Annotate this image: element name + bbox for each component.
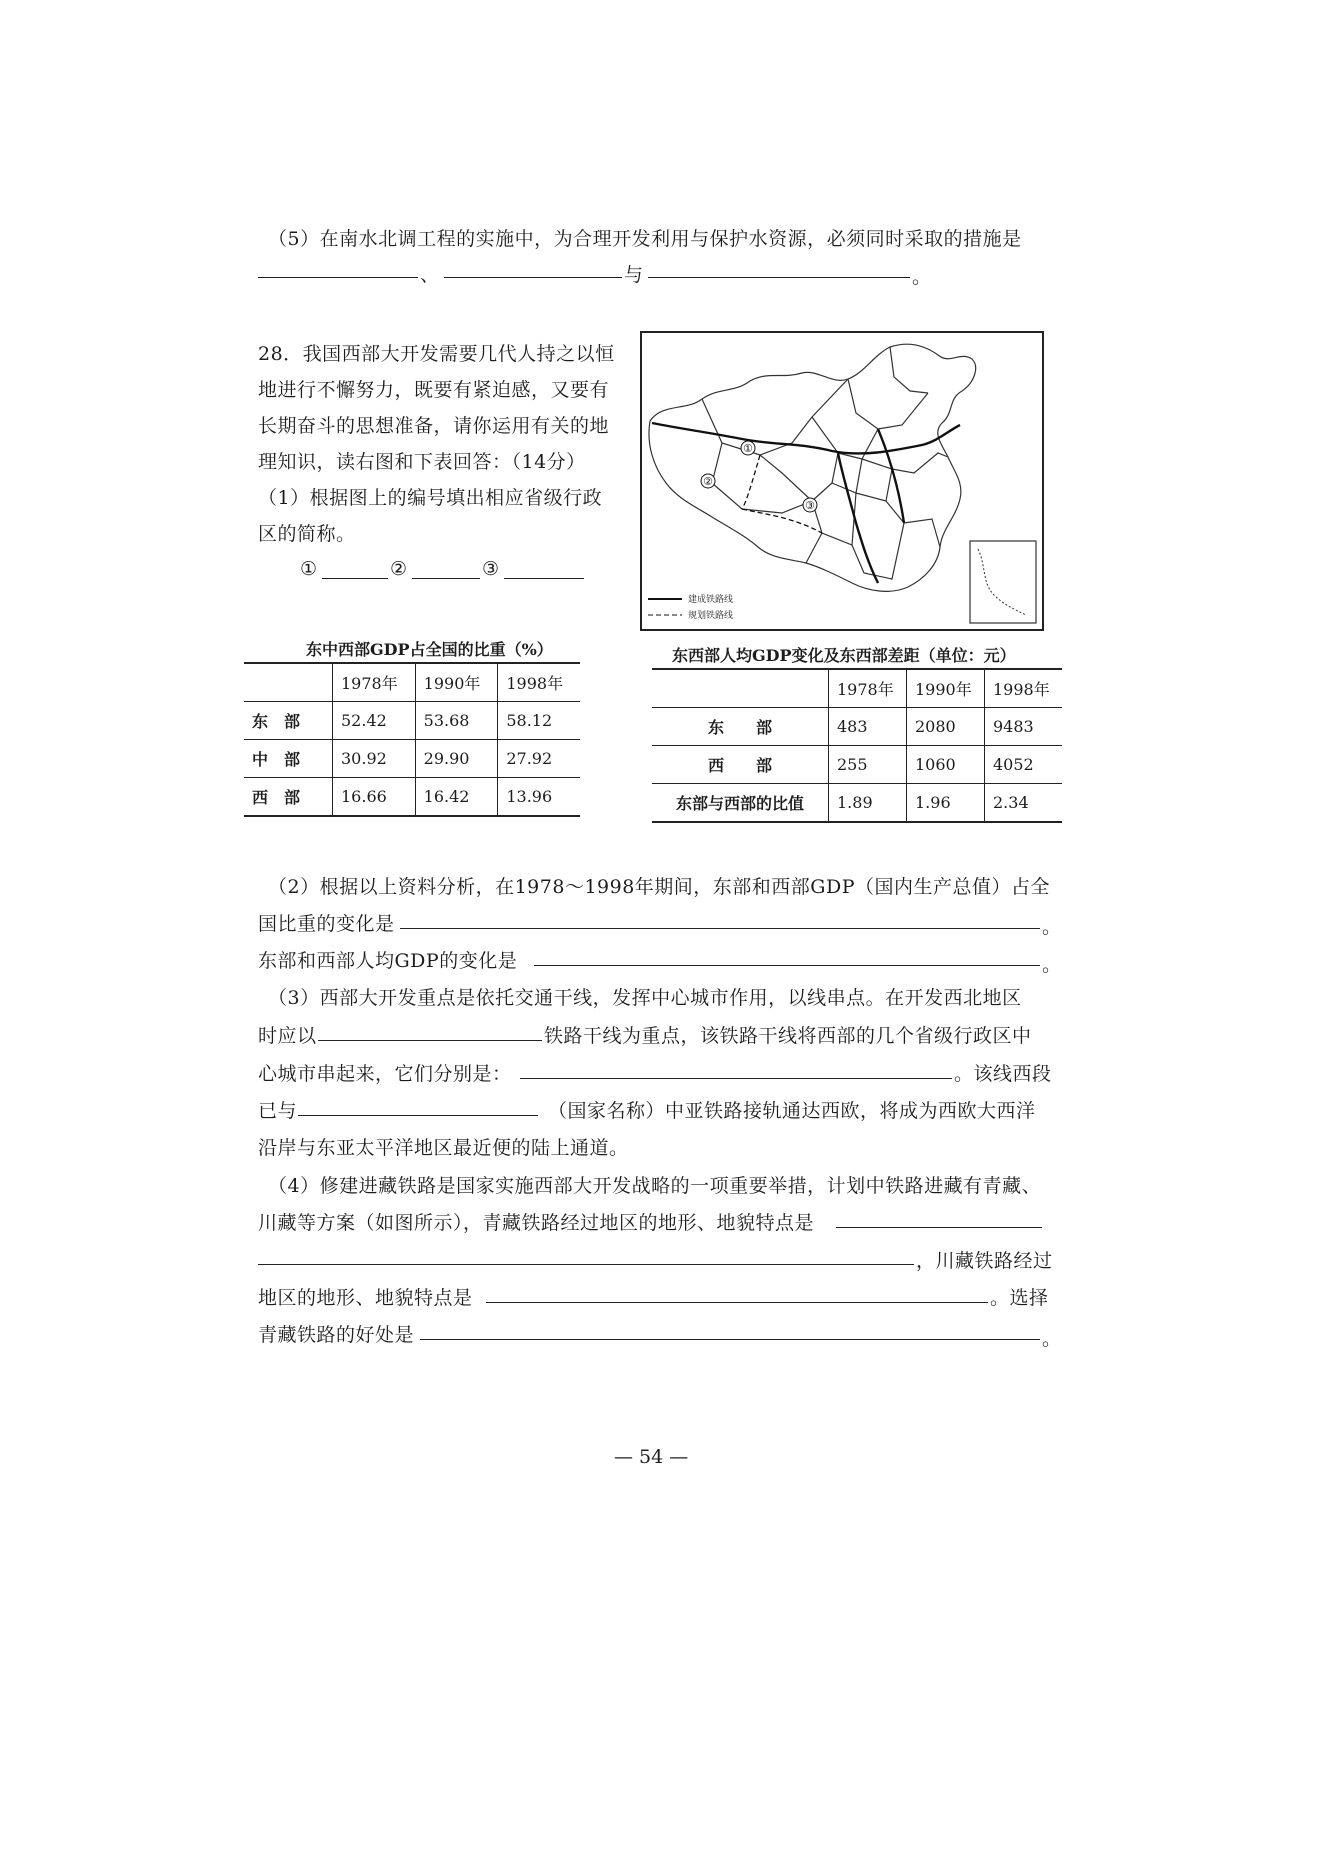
answer-blank[interactable] (258, 277, 418, 278)
table-cell: 16.66 (333, 778, 416, 817)
q2-line: （2）根据以上资料分析，在1978～1998年期间，东部和西部GDP（国内生产总值）占全 (268, 876, 1050, 898)
row-label: 西 部 (652, 746, 829, 784)
row-label: 中 部 (244, 740, 333, 778)
answer-blank[interactable] (298, 1115, 538, 1116)
table-cell: 255 (829, 746, 907, 784)
table-cell: 16.42 (415, 778, 498, 817)
q3-line: 已与 (258, 1100, 298, 1122)
table-cell: 2080 (907, 708, 985, 746)
table-header-cell: 1978年 (829, 669, 907, 708)
table-header-cell: 1978年 (333, 663, 416, 702)
table-cell: 30.92 (333, 740, 416, 778)
china-outline (649, 344, 976, 591)
table-cell: 1.96 (907, 784, 985, 823)
q28-intro-line: 28．我国西部大开发需要几代人持之以恒 (258, 343, 615, 365)
table-header-cell: 1998年 (985, 669, 1063, 708)
map-legend (648, 599, 682, 615)
marker-3-text: ③ (805, 499, 815, 512)
table-header-row (652, 669, 1062, 708)
marker-3-label: ③ (482, 558, 500, 580)
province-border (890, 347, 928, 393)
q4-line: 地区的地形、地貌特点是 (258, 1287, 473, 1309)
map-drawing (642, 333, 1042, 629)
q3-line: 。该线西段 (954, 1063, 1052, 1085)
china-railway-map (640, 331, 1044, 631)
page-number: — 54 — (614, 1446, 689, 1468)
row-label: 东部与西部的比值 (652, 784, 829, 823)
table-cell: 1060 (907, 746, 985, 784)
table-row (244, 702, 580, 740)
answer-blank[interactable] (444, 277, 622, 278)
q2-line: 东部和西部人均GDP的变化是 (258, 950, 518, 972)
table-row (244, 778, 580, 817)
marker-2-text: ② (703, 475, 713, 488)
answer-blank[interactable] (648, 277, 910, 278)
q3-line: （国家名称）中亚铁路接轨通达西欧，将成为西欧大西洋 (548, 1100, 1036, 1122)
province-border (892, 453, 948, 473)
marker-3-blank[interactable] (504, 578, 584, 579)
per-capita-gdp-table (652, 668, 1062, 823)
table-cell: 1.89 (829, 784, 907, 823)
table-cell: 27.92 (498, 740, 580, 778)
row-label: 东 部 (652, 708, 829, 746)
q4-line: （4）修建进藏铁路是国家实施西部大开发战略的一项重要举措，计划中铁路进藏有青藏、 (268, 1175, 1042, 1197)
answer-blank[interactable] (400, 928, 1040, 929)
table-header-cell: 1998年 (498, 663, 580, 702)
marker-1-text: ① (743, 442, 753, 455)
province-border (712, 443, 812, 513)
legend-planned-label: 规划铁路线 (688, 611, 734, 621)
q27-5-text: （5）在南水北调工程的实施中，为合理开发利用与保护水资源，必须同时采取的措施是 (268, 228, 1022, 250)
table-header-row (244, 663, 580, 702)
table-row (652, 746, 1062, 784)
table-header-cell: 1990年 (907, 669, 985, 708)
q3-line: 铁路干线为重点，该铁路干线将西部的几个省级行政区中 (544, 1025, 1032, 1047)
q4-line: 青藏铁路的好处是 (258, 1324, 415, 1346)
q28-sub1-line: 区的简称。 (258, 523, 356, 545)
province-border (806, 533, 822, 563)
row-label: 东 部 (244, 702, 333, 740)
period: 。 (1042, 916, 1062, 938)
q3-line: 沿岸与东亚太平洋地区最近便的陆上通道。 (258, 1137, 629, 1159)
table-cell: 9483 (985, 708, 1063, 746)
table1-caption: 东中西部GDP占全国的比重（%） (306, 640, 553, 659)
q4-line: 川藏等方案（如图所示），青藏铁路经过地区的地形、地貌特点是 (258, 1212, 815, 1234)
q28-intro-line: 理知识，读右图和下表回答：（14分） (258, 451, 586, 473)
marker-2-label: ② (390, 558, 408, 580)
planned-railway (742, 455, 760, 509)
answer-blank[interactable] (534, 965, 1040, 966)
answer-blank[interactable] (836, 1227, 1042, 1228)
table2-caption: 东西部人均GDP变化及东西部差距（单位：元） (672, 646, 1016, 665)
period: 。 (1042, 954, 1062, 976)
q3-line: 时应以 (258, 1025, 317, 1047)
period: 。 (912, 266, 932, 288)
answer-blank[interactable] (486, 1302, 988, 1303)
table-row (652, 784, 1062, 823)
answer-blank[interactable] (258, 1264, 914, 1265)
q3-line: （3）西部大开发重点是依托交通干线，发挥中心城市作用，以线串点。在开发西北地区 (268, 987, 1022, 1009)
answer-blank[interactable] (520, 1078, 952, 1079)
table-cell: 52.42 (333, 702, 416, 740)
table-cell: 29.90 (415, 740, 498, 778)
province-border (760, 417, 838, 501)
q28-intro-line: 地进行不懈努力，既要有紧迫感，又要有 (258, 379, 610, 401)
answer-blank[interactable] (318, 1040, 542, 1041)
table-header-cell (244, 663, 333, 702)
province-border (848, 379, 928, 429)
table-cell: 2.34 (985, 784, 1063, 823)
q3-line: 心城市串起来，它们分别是： (258, 1063, 512, 1085)
separator: 与 (624, 264, 644, 286)
legend-built-label: 建成铁路线 (688, 595, 734, 605)
table-row (652, 708, 1062, 746)
table-cell: 4052 (985, 746, 1063, 784)
table-row (244, 740, 580, 778)
table-header-cell: 1990年 (415, 663, 498, 702)
q4-line: ，川藏铁路经过 (916, 1250, 1053, 1272)
table-cell: 58.12 (498, 702, 580, 740)
q28-sub1-line: （1）根据图上的编号填出相应省级行政 (258, 487, 603, 509)
table-header-cell (652, 669, 829, 708)
table-cell: 13.96 (498, 778, 580, 817)
q28-intro-line: 长期奋斗的思想准备，请你运用有关的地 (258, 415, 610, 437)
built-railway (838, 453, 878, 583)
separator: 、 (420, 264, 440, 286)
table-cell: 483 (829, 708, 907, 746)
marker-2-blank[interactable] (412, 578, 480, 579)
row-label: 西 部 (244, 778, 333, 817)
province-border (886, 501, 940, 547)
answer-blank[interactable] (420, 1339, 1040, 1340)
marker-1-blank[interactable] (322, 578, 388, 579)
marker-1-label: ① (300, 558, 318, 580)
q2-line: 国比重的变化是 (258, 913, 395, 935)
built-railway (652, 423, 960, 453)
q4-line: 。选择 (990, 1287, 1049, 1309)
period: 。 (1042, 1328, 1062, 1350)
table-cell: 53.68 (415, 702, 498, 740)
gdp-share-table (244, 662, 580, 817)
